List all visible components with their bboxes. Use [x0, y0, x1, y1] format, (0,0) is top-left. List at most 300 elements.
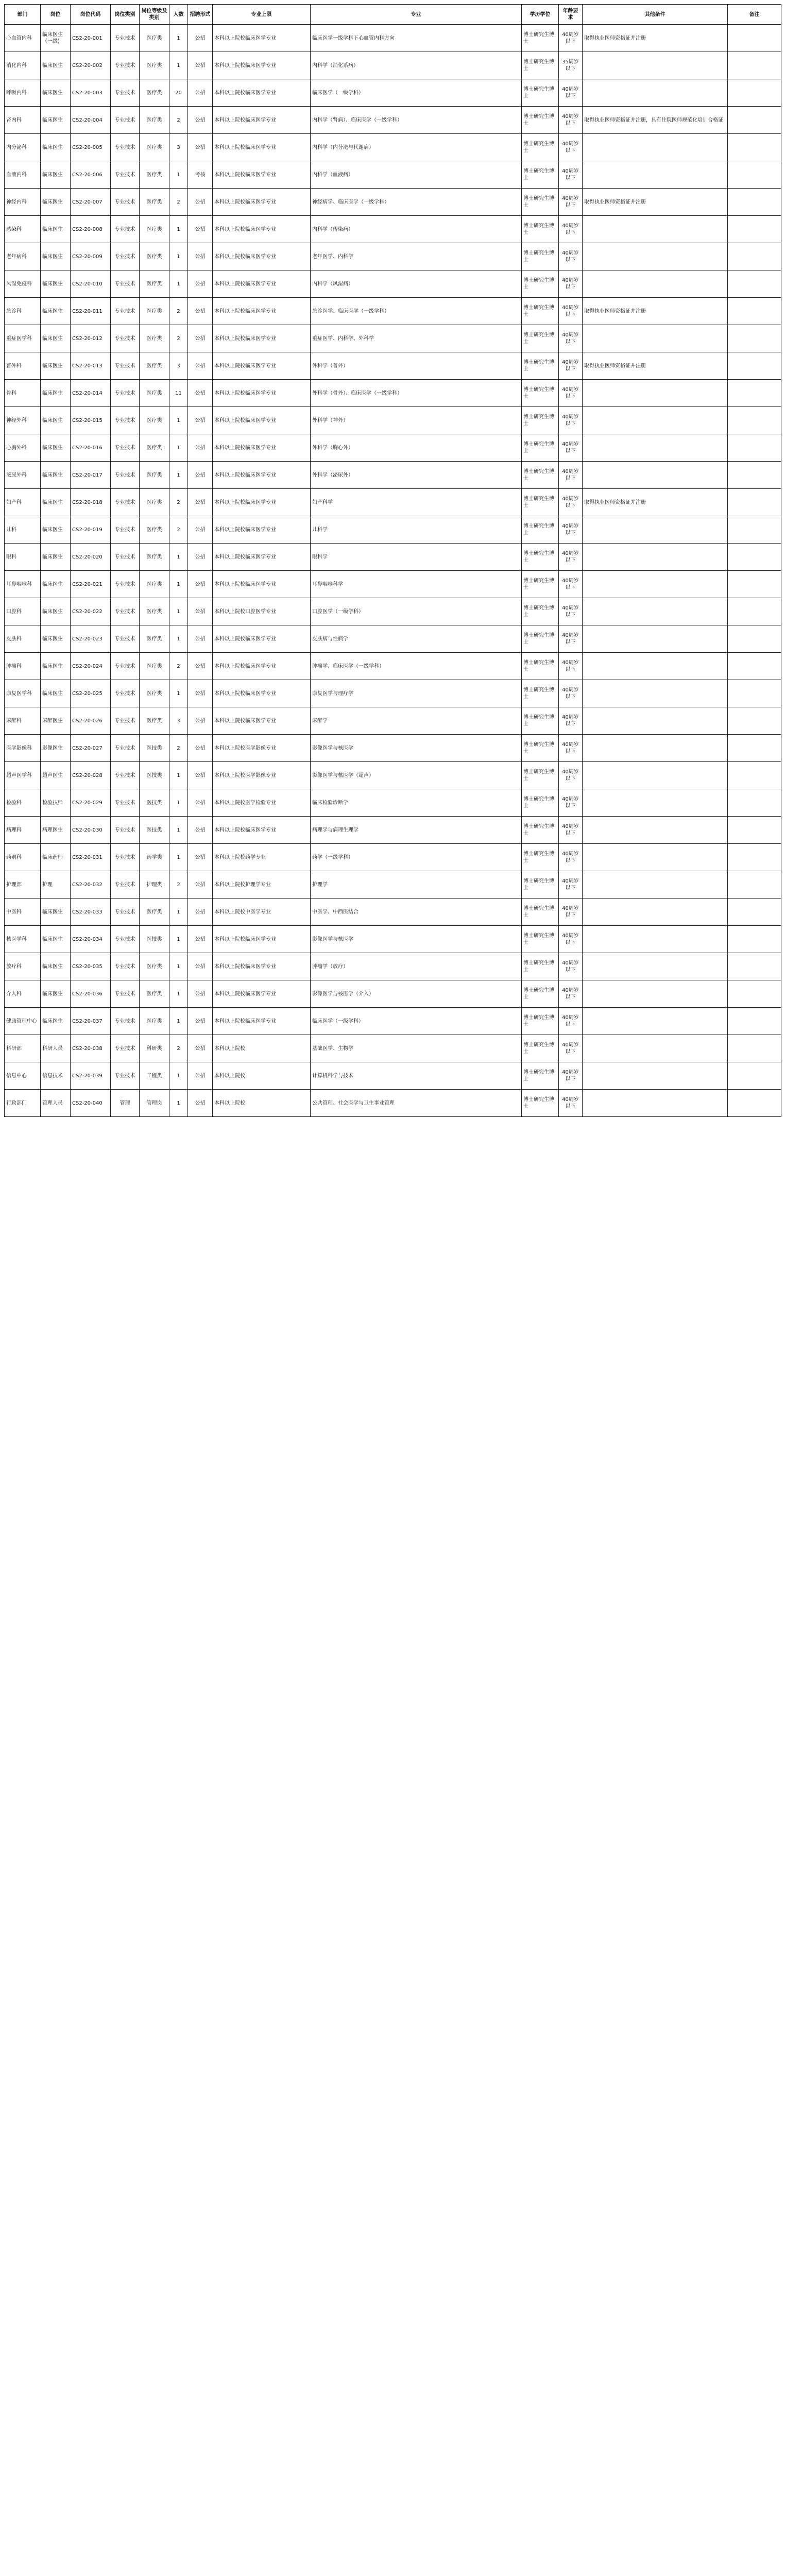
cell-count: 1 [169, 762, 188, 789]
cell-major-scope: 本科以上院校临床医学专业 [213, 25, 311, 52]
header-count: 人数 [169, 5, 188, 25]
cell-age: 40周岁以下 [559, 789, 583, 817]
cell-post: 病理医生 [41, 817, 71, 844]
cell-dept: 康复医学科 [5, 680, 41, 707]
cell-code: CS2-20-032 [71, 871, 111, 899]
cell-code: CS2-20-010 [71, 270, 111, 298]
table-row [5, 161, 781, 189]
cell-form: 公招 [188, 52, 213, 79]
table-row [5, 325, 781, 352]
cell-requirements: 取得执业医师资格证并注册 [583, 298, 728, 325]
cell-requirements [583, 871, 728, 899]
cell-code: CS2-20-030 [71, 817, 111, 844]
cell-specialty: 影像医学与核医学（超声） [311, 762, 522, 789]
cell-age: 40周岁以下 [559, 980, 583, 1008]
cell-dept: 风湿免疫科 [5, 270, 41, 298]
cell-dept: 药剂科 [5, 844, 41, 871]
cell-requirements [583, 625, 728, 653]
cell-age: 40周岁以下 [559, 707, 583, 735]
cell-code: CS2-20-040 [71, 1090, 111, 1117]
cell-post: 临床医生 [41, 79, 71, 107]
cell-count: 1 [169, 844, 188, 871]
cell-notes [728, 680, 781, 707]
cell-major-scope: 本科以上院校临床医学专业 [213, 1008, 311, 1035]
cell-requirements [583, 926, 728, 953]
cell-requirements [583, 817, 728, 844]
cell-specialty: 妇产科学 [311, 489, 522, 516]
cell-category: 专业技术 [111, 844, 140, 871]
cell-code: CS2-20-006 [71, 161, 111, 189]
cell-major-scope: 本科以上院校护理学专业 [213, 871, 311, 899]
cell-notes [728, 270, 781, 298]
cell-notes [728, 107, 781, 134]
header-post: 岗位 [41, 5, 71, 25]
cell-major-scope: 本科以上院校临床医学专业 [213, 134, 311, 161]
cell-post: 临床医生 [41, 980, 71, 1008]
cell-major-scope: 本科以上院校临床医学专业 [213, 52, 311, 79]
cell-notes [728, 434, 781, 462]
cell-requirements [583, 899, 728, 926]
cell-type: 医疗类 [140, 216, 169, 243]
cell-post: 临床医生 [41, 462, 71, 489]
cell-requirements [583, 380, 728, 407]
cell-code: CS2-20-002 [71, 52, 111, 79]
cell-age: 40周岁以下 [559, 1008, 583, 1035]
cell-type: 医疗类 [140, 653, 169, 680]
cell-code: CS2-20-031 [71, 844, 111, 871]
cell-code: CS2-20-019 [71, 516, 111, 544]
cell-post: 临床医生 [41, 598, 71, 625]
cell-requirements [583, 407, 728, 434]
cell-count: 3 [169, 134, 188, 161]
cell-form: 公招 [188, 762, 213, 789]
cell-notes [728, 789, 781, 817]
cell-notes [728, 707, 781, 735]
cell-type: 医疗类 [140, 544, 169, 571]
cell-category: 专业技术 [111, 625, 140, 653]
cell-count: 1 [169, 1062, 188, 1090]
cell-post: 临床医生 [41, 680, 71, 707]
table-row [5, 1090, 781, 1117]
cell-category: 专业技术 [111, 762, 140, 789]
cell-type: 医疗类 [140, 107, 169, 134]
cell-major-scope: 本科以上院校临床医学专业 [213, 680, 311, 707]
cell-education: 博士研究生博士 [522, 489, 559, 516]
cell-form: 公招 [188, 25, 213, 52]
header-specialty: 专业 [311, 5, 522, 25]
cell-form: 公招 [188, 1062, 213, 1090]
cell-category: 专业技术 [111, 298, 140, 325]
table-row [5, 270, 781, 298]
cell-type: 医疗类 [140, 352, 169, 380]
cell-form: 公招 [188, 489, 213, 516]
cell-notes [728, 489, 781, 516]
cell-education: 博士研究生博士 [522, 653, 559, 680]
cell-requirements [583, 653, 728, 680]
cell-post: 临床医生 [41, 1008, 71, 1035]
cell-post: 临床医生 [41, 216, 71, 243]
cell-code: CS2-20-039 [71, 1062, 111, 1090]
cell-form: 公招 [188, 1035, 213, 1062]
cell-specialty: 急诊医学、临床医学（一级学科） [311, 298, 522, 325]
cell-post: 科研人员 [41, 1035, 71, 1062]
cell-age: 40周岁以下 [559, 899, 583, 926]
cell-age: 35周岁以下 [559, 52, 583, 79]
cell-type: 医疗类 [140, 899, 169, 926]
cell-notes [728, 352, 781, 380]
cell-notes [728, 134, 781, 161]
cell-code: CS2-20-014 [71, 380, 111, 407]
cell-category: 专业技术 [111, 980, 140, 1008]
cell-requirements [583, 462, 728, 489]
cell-notes [728, 735, 781, 762]
cell-type: 医疗类 [140, 134, 169, 161]
cell-education: 博士研究生博士 [522, 544, 559, 571]
table-row [5, 380, 781, 407]
cell-education: 博士研究生博士 [522, 980, 559, 1008]
cell-requirements [583, 434, 728, 462]
cell-code: CS2-20-015 [71, 407, 111, 434]
cell-category: 专业技术 [111, 516, 140, 544]
cell-major-scope: 本科以上院校医学影像专业 [213, 735, 311, 762]
cell-category: 专业技术 [111, 953, 140, 980]
cell-notes [728, 980, 781, 1008]
cell-specialty: 口腔医学（一级学科） [311, 598, 522, 625]
cell-type: 护理类 [140, 871, 169, 899]
cell-post: 临床药师 [41, 844, 71, 871]
cell-major-scope: 本科以上院校临床医学专业 [213, 434, 311, 462]
cell-dept: 眼科 [5, 544, 41, 571]
cell-specialty: 内科学（传染病） [311, 216, 522, 243]
cell-post: 麻醉医生 [41, 707, 71, 735]
header-notes: 备注 [728, 5, 781, 25]
cell-count: 1 [169, 789, 188, 817]
cell-count: 1 [169, 1008, 188, 1035]
cell-count: 1 [169, 161, 188, 189]
table-row [5, 1035, 781, 1062]
cell-requirements: 取得执业医师资格证并注册，具有住院医师规范化培训合格证 [583, 107, 728, 134]
cell-major-scope: 本科以上院校临床医学专业 [213, 325, 311, 352]
cell-category: 专业技术 [111, 1008, 140, 1035]
table-row [5, 980, 781, 1008]
cell-type: 医技类 [140, 926, 169, 953]
cell-education: 博士研究生博士 [522, 434, 559, 462]
cell-age: 40周岁以下 [559, 598, 583, 625]
cell-education: 博士研究生博士 [522, 680, 559, 707]
cell-education: 博士研究生博士 [522, 899, 559, 926]
table-row [5, 489, 781, 516]
table-row [5, 789, 781, 817]
cell-dept: 呼吸内科 [5, 79, 41, 107]
cell-post: 临床医生 [41, 134, 71, 161]
cell-education: 博士研究生博士 [522, 1062, 559, 1090]
cell-type: 医疗类 [140, 680, 169, 707]
cell-age: 40周岁以下 [559, 544, 583, 571]
cell-requirements [583, 1035, 728, 1062]
cell-category: 专业技术 [111, 325, 140, 352]
cell-code: CS2-20-037 [71, 1008, 111, 1035]
cell-age: 40周岁以下 [559, 516, 583, 544]
cell-major-scope: 本科以上院校临床医学专业 [213, 817, 311, 844]
cell-form: 公招 [188, 434, 213, 462]
cell-count: 2 [169, 516, 188, 544]
cell-post: 临床医生 [41, 926, 71, 953]
cell-code: CS2-20-029 [71, 789, 111, 817]
table-row [5, 625, 781, 653]
cell-count: 1 [169, 817, 188, 844]
cell-notes [728, 844, 781, 871]
cell-category: 专业技术 [111, 79, 140, 107]
cell-dept: 科研部 [5, 1035, 41, 1062]
cell-type: 工程类 [140, 1062, 169, 1090]
cell-specialty: 内科学（内分泌与代谢病） [311, 134, 522, 161]
cell-education: 博士研究生博士 [522, 707, 559, 735]
cell-form: 公招 [188, 107, 213, 134]
cell-requirements: 取得执业医师资格证并注册 [583, 352, 728, 380]
cell-dept: 信息中心 [5, 1062, 41, 1090]
cell-dept: 皮肤科 [5, 625, 41, 653]
cell-notes [728, 243, 781, 270]
cell-specialty: 影像医学与核医学（介入） [311, 980, 522, 1008]
cell-age: 40周岁以下 [559, 653, 583, 680]
cell-post: 临床医生 [41, 380, 71, 407]
cell-type: 医疗类 [140, 953, 169, 980]
cell-major-scope: 本科以上院校临床医学专业 [213, 298, 311, 325]
cell-education: 博士研究生博士 [522, 52, 559, 79]
cell-education: 博士研究生博士 [522, 571, 559, 598]
cell-notes [728, 953, 781, 980]
cell-major-scope: 本科以上院校临床医学专业 [213, 489, 311, 516]
cell-requirements [583, 544, 728, 571]
cell-post: 临床医生 [41, 899, 71, 926]
cell-major-scope: 本科以上院校临床医学专业 [213, 571, 311, 598]
cell-requirements [583, 980, 728, 1008]
cell-category: 专业技术 [111, 380, 140, 407]
cell-age: 40周岁以下 [559, 844, 583, 871]
cell-type: 医疗类 [140, 79, 169, 107]
header-form: 招聘形式 [188, 5, 213, 25]
cell-count: 1 [169, 544, 188, 571]
cell-post: 临床医生 [41, 407, 71, 434]
cell-category: 专业技术 [111, 107, 140, 134]
cell-type: 医技类 [140, 789, 169, 817]
table-row [5, 680, 781, 707]
cell-code: CS2-20-034 [71, 926, 111, 953]
cell-type: 医疗类 [140, 707, 169, 735]
header-requirements: 其他条件 [583, 5, 728, 25]
cell-category: 专业技术 [111, 789, 140, 817]
cell-type: 医技类 [140, 735, 169, 762]
recruitment-table [4, 4, 781, 1117]
cell-dept: 麻醉科 [5, 707, 41, 735]
cell-major-scope: 本科以上院校中医学专业 [213, 899, 311, 926]
cell-category: 专业技术 [111, 598, 140, 625]
cell-notes [728, 79, 781, 107]
cell-requirements [583, 134, 728, 161]
cell-specialty: 眼科学 [311, 544, 522, 571]
cell-count: 1 [169, 598, 188, 625]
cell-dept: 血液内科 [5, 161, 41, 189]
cell-code: CS2-20-004 [71, 107, 111, 134]
cell-age: 40周岁以下 [559, 380, 583, 407]
cell-type: 医疗类 [140, 489, 169, 516]
cell-dept: 中医科 [5, 899, 41, 926]
cell-code: CS2-20-027 [71, 735, 111, 762]
cell-code: CS2-20-005 [71, 134, 111, 161]
cell-education: 博士研究生博士 [522, 598, 559, 625]
cell-education: 博士研究生博士 [522, 462, 559, 489]
cell-form: 公招 [188, 871, 213, 899]
cell-age: 40周岁以下 [559, 462, 583, 489]
table-row [5, 598, 781, 625]
cell-specialty: 外科学（普外） [311, 352, 522, 380]
cell-education: 博士研究生博士 [522, 161, 559, 189]
cell-notes [728, 1090, 781, 1117]
cell-category: 专业技术 [111, 434, 140, 462]
cell-requirements [583, 1090, 728, 1117]
cell-education: 博士研究生博士 [522, 25, 559, 52]
cell-specialty: 基础医学、生物学 [311, 1035, 522, 1062]
cell-post: 信息技术 [41, 1062, 71, 1090]
cell-specialty: 临床检验诊断学 [311, 789, 522, 817]
table-row [5, 953, 781, 980]
cell-form: 公招 [188, 1090, 213, 1117]
cell-education: 博士研究生博士 [522, 298, 559, 325]
cell-age: 40周岁以下 [559, 1062, 583, 1090]
cell-education: 博士研究生博士 [522, 134, 559, 161]
table-row [5, 407, 781, 434]
cell-education: 博士研究生博士 [522, 926, 559, 953]
cell-major-scope: 本科以上院校临床医学专业 [213, 407, 311, 434]
cell-category: 专业技术 [111, 216, 140, 243]
table-row [5, 1062, 781, 1090]
header-dept: 部门 [5, 5, 41, 25]
header-code: 岗位代码 [71, 5, 111, 25]
cell-code: CS2-20-016 [71, 434, 111, 462]
cell-post: 临床医生 [41, 953, 71, 980]
cell-count: 1 [169, 25, 188, 52]
table-row [5, 653, 781, 680]
cell-dept: 介入科 [5, 980, 41, 1008]
header-type: 岗位等级及类别 [140, 5, 169, 25]
cell-post: 临床医生 [41, 189, 71, 216]
cell-post: 临床医生 [41, 625, 71, 653]
cell-education: 博士研究生博士 [522, 1008, 559, 1035]
cell-requirements [583, 844, 728, 871]
cell-dept: 核医学科 [5, 926, 41, 953]
cell-category: 专业技术 [111, 1062, 140, 1090]
cell-education: 博士研究生博士 [522, 844, 559, 871]
cell-count: 1 [169, 407, 188, 434]
cell-age: 40周岁以下 [559, 953, 583, 980]
cell-code: CS2-20-025 [71, 680, 111, 707]
cell-type: 医技类 [140, 762, 169, 789]
cell-dept: 耳鼻咽喉科 [5, 571, 41, 598]
cell-form: 公招 [188, 680, 213, 707]
cell-notes [728, 1062, 781, 1090]
cell-education: 博士研究生博士 [522, 516, 559, 544]
cell-requirements [583, 571, 728, 598]
cell-form: 公招 [188, 189, 213, 216]
cell-specialty: 耳鼻咽喉科学 [311, 571, 522, 598]
cell-major-scope: 本科以上院校口腔医学专业 [213, 598, 311, 625]
table-row [5, 189, 781, 216]
cell-type: 医疗类 [140, 625, 169, 653]
header-education: 学历学位 [522, 5, 559, 25]
cell-specialty: 内科学（血液病） [311, 161, 522, 189]
cell-age: 40周岁以下 [559, 25, 583, 52]
cell-specialty: 病理学与病理生理学 [311, 817, 522, 844]
cell-age: 40周岁以下 [559, 871, 583, 899]
cell-count: 1 [169, 680, 188, 707]
cell-dept: 医学影像科 [5, 735, 41, 762]
cell-form: 公招 [188, 216, 213, 243]
cell-major-scope: 本科以上院校临床医学专业 [213, 926, 311, 953]
cell-specialty: 临床医学（一级学科） [311, 79, 522, 107]
cell-education: 博士研究生博士 [522, 762, 559, 789]
cell-type: 医疗类 [140, 380, 169, 407]
cell-requirements [583, 762, 728, 789]
cell-dept: 普外科 [5, 352, 41, 380]
cell-type: 医疗类 [140, 325, 169, 352]
cell-major-scope: 本科以上院校药学专业 [213, 844, 311, 871]
cell-education: 博士研究生博士 [522, 189, 559, 216]
cell-major-scope: 本科以上院校临床医学专业 [213, 707, 311, 735]
cell-count: 1 [169, 52, 188, 79]
cell-post: 临床医生 [41, 352, 71, 380]
cell-code: CS2-20-013 [71, 352, 111, 380]
cell-major-scope: 本科以上院校临床医学专业 [213, 161, 311, 189]
cell-major-scope: 本科以上院校临床医学专业 [213, 216, 311, 243]
table-row [5, 134, 781, 161]
cell-post: 管理人员 [41, 1090, 71, 1117]
cell-code: CS2-20-038 [71, 1035, 111, 1062]
cell-post: 临床医生 [41, 516, 71, 544]
cell-code: CS2-20-011 [71, 298, 111, 325]
cell-category: 专业技术 [111, 161, 140, 189]
cell-category: 专业技术 [111, 243, 140, 270]
cell-type: 科研类 [140, 1035, 169, 1062]
cell-notes [728, 52, 781, 79]
cell-specialty: 公共管理、社会医学与卫生事业管理 [311, 1090, 522, 1117]
cell-age: 40周岁以下 [559, 407, 583, 434]
table-row [5, 298, 781, 325]
cell-age: 40周岁以下 [559, 325, 583, 352]
table-row [5, 516, 781, 544]
cell-category: 专业技术 [111, 544, 140, 571]
cell-dept: 急诊科 [5, 298, 41, 325]
cell-specialty: 儿科学 [311, 516, 522, 544]
cell-category: 专业技术 [111, 817, 140, 844]
cell-specialty: 药学（一级学科） [311, 844, 522, 871]
cell-age: 40周岁以下 [559, 625, 583, 653]
cell-notes [728, 462, 781, 489]
cell-type: 医疗类 [140, 1008, 169, 1035]
cell-age: 40周岁以下 [559, 216, 583, 243]
cell-count: 1 [169, 216, 188, 243]
cell-category: 专业技术 [111, 462, 140, 489]
cell-dept: 神经内科 [5, 189, 41, 216]
cell-form: 公招 [188, 1008, 213, 1035]
cell-dept: 行政部门 [5, 1090, 41, 1117]
cell-notes [728, 25, 781, 52]
cell-requirements [583, 243, 728, 270]
cell-code: CS2-20-003 [71, 79, 111, 107]
cell-form: 公招 [188, 544, 213, 571]
cell-major-scope: 本科以上院校临床医学专业 [213, 79, 311, 107]
header-major-scope: 专业上限 [213, 5, 311, 25]
cell-dept: 肿瘤科 [5, 653, 41, 680]
